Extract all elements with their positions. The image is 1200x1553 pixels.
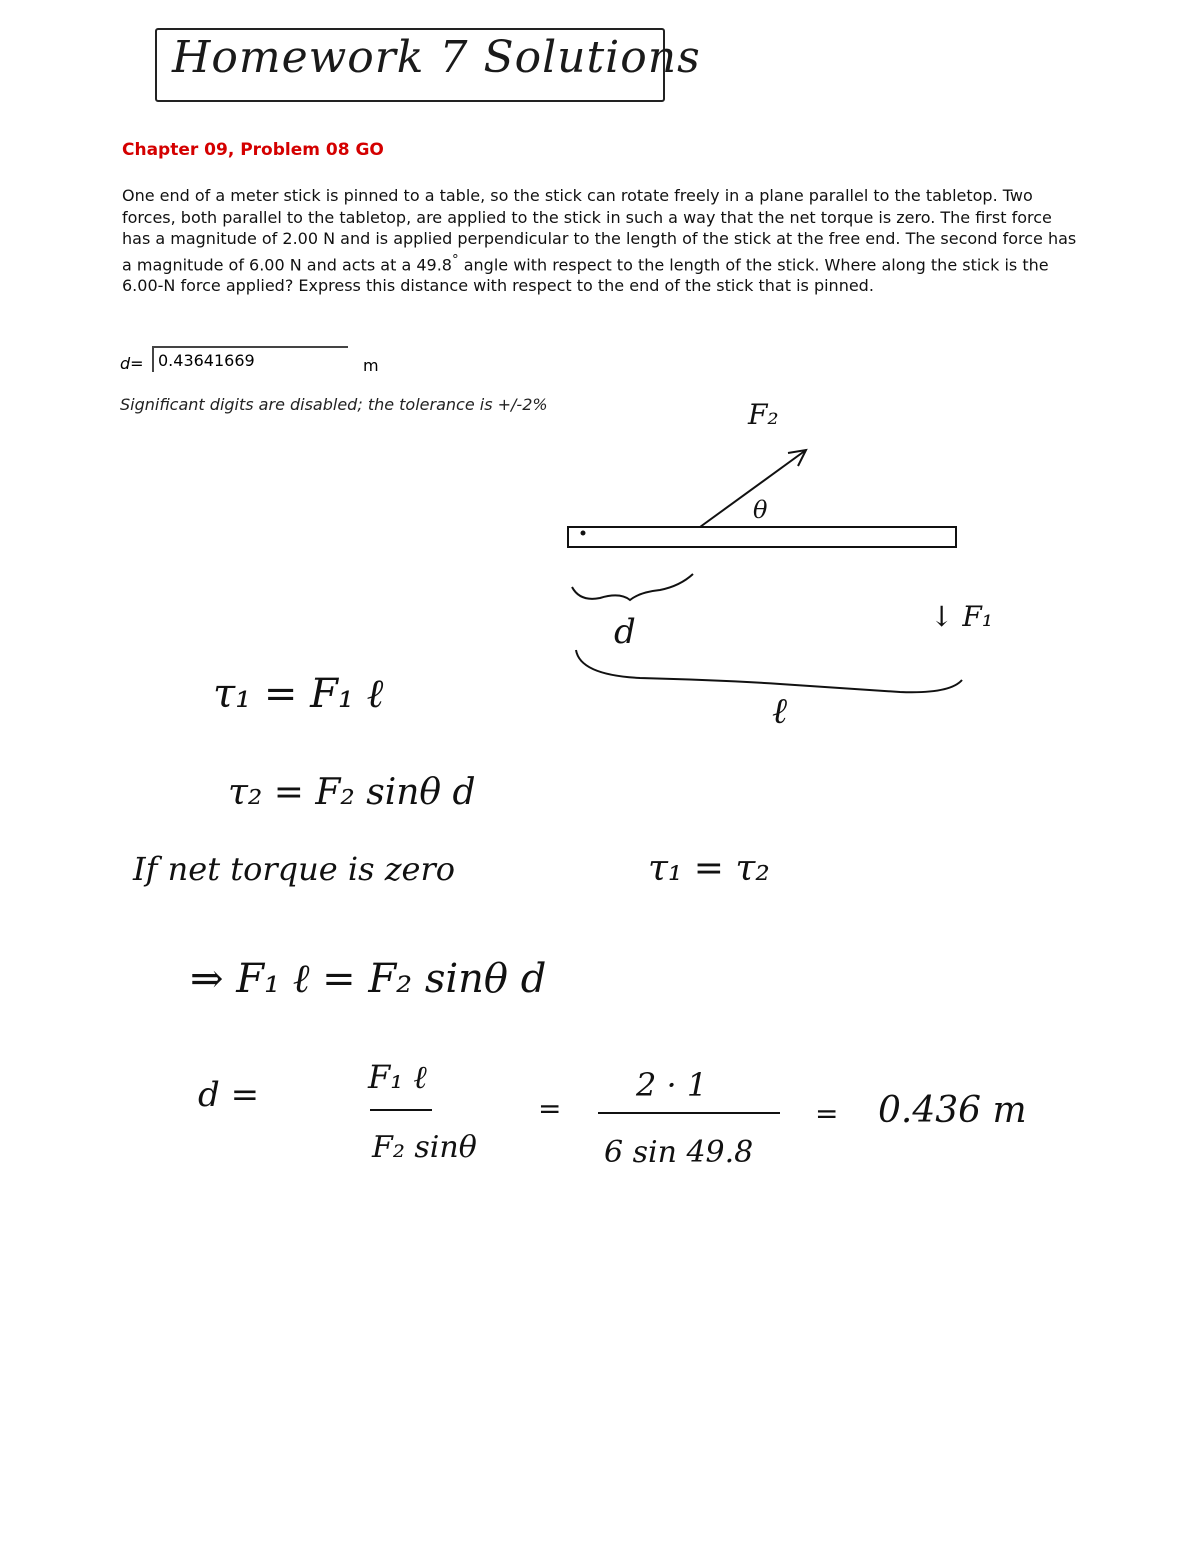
fraction1-numerator: F₁ ℓ	[368, 1058, 427, 1096]
answer-field: 0.43641669	[152, 346, 348, 372]
implies-equation: ⇒ F₁ ℓ = F₂ sinθ d	[190, 956, 547, 1002]
pivot-pin	[581, 531, 586, 536]
l-brace	[576, 650, 962, 692]
d-equals: d =	[198, 1075, 260, 1115]
force1-label: ↓ F₁	[930, 600, 994, 633]
fraction2-numerator: 2 · 1	[636, 1066, 708, 1104]
fraction2-denominator: 6 sin 49.8	[604, 1135, 754, 1170]
problem-text-part2: angle with respect to the length of the stick. Where along the stick is the 6.00-N force applied? Express this distance with respect to the end of the stick that is pinned.	[122, 254, 1049, 296]
meter-stick	[568, 527, 956, 547]
answer-label: d=	[120, 354, 144, 373]
fraction1-denominator: F₂ sinθ	[372, 1130, 477, 1165]
equals-sign-1: =	[538, 1092, 562, 1125]
result-value: 0.436 m	[878, 1090, 1027, 1131]
torque1-equation: τ₁ = F₁ ℓ	[213, 671, 384, 717]
equals-sign-2: =	[815, 1097, 839, 1130]
l-label: ℓ	[772, 691, 787, 732]
answer-unit: m	[363, 356, 379, 375]
d-brace	[572, 574, 693, 600]
theta-label: θ	[753, 496, 768, 524]
d-label: d	[614, 612, 636, 652]
net-torque-condition: If net torque is zero	[133, 850, 456, 888]
tolerance-note: Significant digits are disabled; the tolerance is +/-2%	[120, 395, 548, 414]
torque-balance: τ₁ = τ₂	[648, 848, 770, 889]
torque2-equation: τ₂ = F₂ sinθ d	[228, 772, 476, 813]
problem-text-part1: One end of a meter stick is pinned to a table, so the stick can rotate freely in a plane parallel to the tabletop. Two forces, both parallel to the tabletop, are applied to the stick in such a way that the net torque is zero. The first force has a magnitude of 2.00 N and is applied perpendicular to the length of the stick at the free end. The second force has a magnitude of 6.00 N and acts at a 49.8	[122, 186, 1077, 274]
force2-label: F₂	[748, 398, 779, 431]
page-title: Homework 7 Solutions	[172, 32, 701, 83]
chapter-heading: Chapter 09, Problem 08 GO	[122, 140, 384, 160]
degree-symbol: °	[451, 252, 459, 268]
